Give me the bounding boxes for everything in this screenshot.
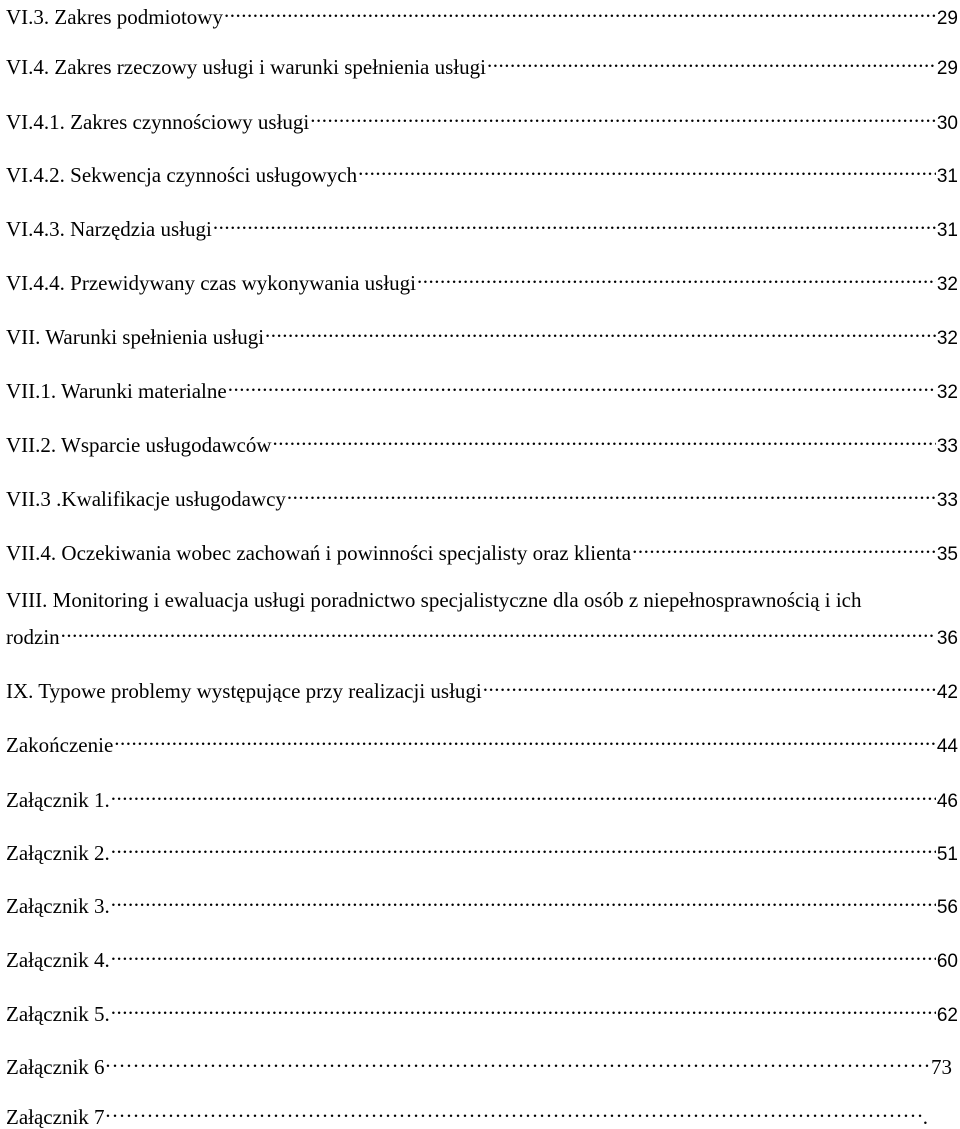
dot-leader: [111, 997, 936, 1021]
toc-entry-title: VII.4. Oczekiwania wobec zachowań i powinności specjalisty oraz klienta: [6, 541, 632, 565]
toc-entry-title: VI.4.3. Narzędzia usługi: [6, 217, 212, 241]
dot-leader: [111, 943, 936, 967]
toc-entry-page: 29: [936, 58, 958, 79]
toc-entry-title: Załącznik 2.: [6, 841, 110, 865]
toc-entry-page: 32: [936, 328, 958, 349]
toc-entry-title: VII. Warunki spełnienia usługi: [6, 325, 265, 349]
toc-entry[interactable]: [6, 783, 958, 814]
toc-entry-title: IX. Typowe problemy występujące przy realizacji usługi: [6, 679, 482, 703]
toc-entry-page: 56: [936, 897, 958, 918]
toc-entry-page: .: [922, 1105, 928, 1129]
toc-entry-page: 31: [936, 220, 958, 241]
dot-leader: [213, 212, 936, 236]
toc-entry-title: VII.1. Warunki materialne: [6, 379, 227, 403]
toc-entry[interactable]: [6, 1050, 952, 1079]
toc-entry[interactable]: [6, 943, 958, 974]
toc-entry-page: 73: [931, 1055, 952, 1079]
dot-leader: [111, 783, 936, 807]
toc-entry-title-line1[interactable]: VIII. Monitoring i ewaluacja usługi poradnictwo specjalistyczne dla osób z niepełnosprawnością i ich: [6, 588, 862, 612]
toc-entry-page: 51: [936, 844, 958, 865]
toc-entry[interactable]: [6, 889, 958, 920]
toc-entry-page: 29: [936, 8, 958, 29]
toc-entry[interactable]: [6, 674, 958, 705]
ellipsis-leader: [105, 1050, 931, 1074]
toc-entry-page: 62: [936, 1005, 958, 1026]
toc-entry[interactable]: [6, 1100, 928, 1129]
toc-entry-page: 36: [936, 628, 958, 649]
toc-entry-title: VI.4.1. Zakres czynnościowy usługi: [6, 110, 310, 134]
toc-entry-title: rodzin: [6, 625, 60, 649]
dot-leader: [632, 536, 936, 560]
toc-entry-title: Załącznik 1.: [6, 788, 110, 812]
toc-entry[interactable]: [6, 320, 958, 351]
toc-entry[interactable]: [6, 374, 958, 405]
toc-entry[interactable]: [6, 158, 958, 189]
dot-leader: [417, 266, 936, 290]
dot-leader: [61, 620, 936, 644]
toc-entry[interactable]: [6, 50, 958, 81]
toc-entry-page: 31: [936, 166, 958, 187]
toc-entry-page: 33: [936, 436, 958, 457]
dot-leader: [483, 674, 936, 698]
toc-entry-page: 42: [936, 682, 958, 703]
toc-entry[interactable]: [6, 728, 958, 759]
toc-entry-title: VI.4.2. Sekwencja czynności usługowych: [6, 163, 358, 187]
dot-leader: [111, 836, 936, 860]
dot-leader: [358, 158, 936, 182]
toc-entry-title: Załącznik 6: [6, 1055, 105, 1079]
toc-entry[interactable]: [6, 105, 958, 136]
toc-entry[interactable]: [6, 536, 958, 567]
toc-entry-title: Załącznik 4.: [6, 948, 110, 972]
toc-entry[interactable]: [6, 836, 958, 867]
toc-entry-title: Zakończenie: [6, 733, 114, 757]
toc-entry[interactable]: [6, 997, 958, 1028]
toc-entry-title: Załącznik 3.: [6, 894, 110, 918]
dot-leader: [265, 320, 936, 344]
toc-entry-page: 44: [936, 736, 958, 757]
toc-entry-title: VI.4.4. Przewidywany czas wykonywania usługi: [6, 271, 416, 295]
toc-entry[interactable]: [6, 266, 958, 297]
dot-leader: [111, 889, 936, 913]
toc-entry[interactable]: [6, 0, 958, 31]
toc-entry[interactable]: [6, 620, 958, 651]
toc-entry-page: 35: [936, 544, 958, 565]
toc-entry[interactable]: [6, 212, 958, 243]
dot-leader: [287, 482, 936, 506]
toc-entry-page: 33: [936, 490, 958, 511]
toc-entry-page: 60: [936, 951, 958, 972]
toc-entry-page: 32: [936, 382, 958, 403]
toc-entry-title: Załącznik 5.: [6, 1002, 110, 1026]
toc-entry-title: Załącznik 7: [6, 1105, 105, 1129]
toc-entry-title: VI.3. Zakres podmiotowy: [6, 5, 223, 29]
toc-entry-title: VII.2. Wsparcie usługodawców: [6, 433, 272, 457]
toc-entry[interactable]: [6, 482, 958, 513]
dot-leader: [273, 428, 936, 452]
dot-leader: [114, 728, 936, 752]
dot-leader: [224, 0, 936, 24]
ellipsis-leader: [105, 1100, 923, 1124]
toc-entry-title: VI.4. Zakres rzeczowy usługi i warunki spełnienia usługi: [6, 55, 486, 79]
dot-leader: [310, 105, 936, 129]
toc-entry-page: 32: [936, 274, 958, 295]
toc-entry-page: 46: [936, 791, 958, 812]
toc-entry-page: 30: [936, 113, 958, 134]
toc-entry[interactable]: [6, 428, 958, 459]
dot-leader: [228, 374, 936, 398]
dot-leader: [487, 50, 936, 74]
toc-entry-title: VII.3 .Kwalifikacje usługodawcy: [6, 487, 286, 511]
